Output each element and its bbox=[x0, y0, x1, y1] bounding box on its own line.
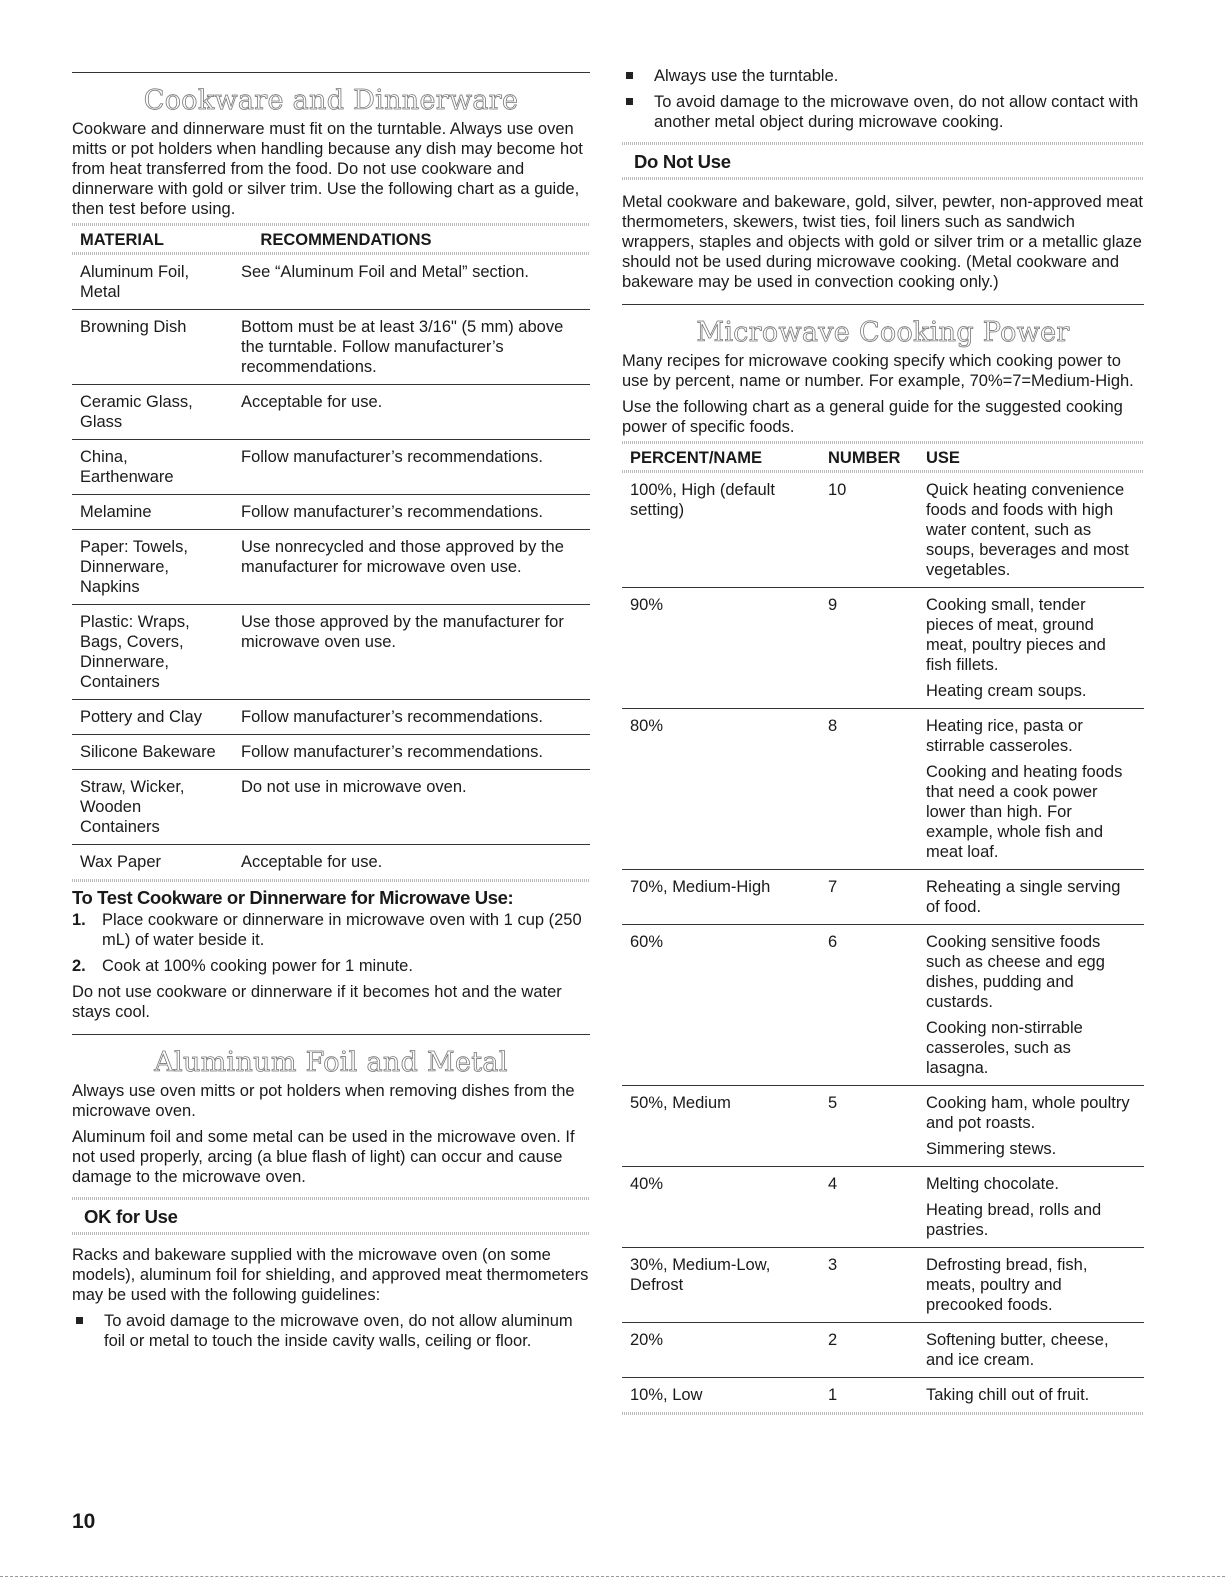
use-line: Simmering stews. bbox=[926, 1140, 1057, 1158]
table-row bbox=[622, 588, 1144, 709]
recommendation-cell: Acceptable for use. bbox=[233, 385, 590, 440]
percent-name-cell: 30%, Medium-Low, Defrost bbox=[622, 1248, 820, 1323]
ok-for-use-title: OK for Use bbox=[84, 1206, 178, 1227]
percent-name-cell: 60% bbox=[622, 925, 820, 1086]
table-row bbox=[622, 1248, 1144, 1323]
use-cell bbox=[918, 1323, 1144, 1378]
subhead-divider bbox=[622, 177, 1144, 180]
table-bottom-divider bbox=[72, 879, 590, 882]
material-cell: Ceramic Glass, Glass bbox=[72, 385, 233, 440]
section-rule bbox=[72, 1034, 590, 1035]
power-title: Microwave Cooking Power bbox=[696, 317, 1070, 348]
cookware-intro: Cookware and dinnerware must fit on the turntable. Always use oven mitts or pot holders when handling because any dish may become hot from heat transferred from the food. Do not use cookware and dinnerware with gold or silver trim. Use the following chart as a guide, then test before using. bbox=[72, 120, 583, 218]
use-cell bbox=[918, 709, 1144, 870]
bullet-text: Always use the turntable. bbox=[654, 67, 839, 85]
step-text: Place cookware or dinnerware in microwave oven with 1 cup (250 mL) of water beside it. bbox=[102, 911, 582, 949]
use-line: Cooking and heating foods that need a cook power lower than high. For example, whole fish and meat loaf. bbox=[926, 763, 1123, 861]
use-line: Heating cream soups. bbox=[926, 682, 1087, 700]
use-cell bbox=[918, 1167, 1144, 1248]
table-row bbox=[72, 735, 590, 770]
use-line: Cooking ham, whole poultry and pot roasts. bbox=[926, 1094, 1130, 1132]
use-line: Reheating a single serving of food. bbox=[926, 878, 1121, 916]
use-cell bbox=[918, 870, 1144, 925]
percent-name-cell: 10%, Low bbox=[630, 1386, 703, 1404]
bullet-square-icon bbox=[76, 1317, 83, 1324]
material-cell: Wax Paper bbox=[80, 853, 162, 871]
recommendation-cell: Follow manufacturer’s recommendations. bbox=[233, 440, 590, 495]
do-not-use-text: Metal cookware and bakeware, gold, silver, pewter, non-approved meat thermometers, skewers, twist ties, foil liners such as sandwich wrappers, staples and objects with gold or silver trim or a metallic glaze should not be used during microwave cooking. (Metal cookware and bakeware may be used in convection cooking only.) bbox=[622, 193, 1143, 291]
table-row bbox=[622, 473, 1144, 588]
test-step bbox=[72, 956, 590, 976]
percent-name-cell: 20% bbox=[622, 1323, 820, 1378]
cookware-table bbox=[72, 226, 590, 252]
do-not-use-title: Do Not Use bbox=[634, 151, 731, 172]
subhead-divider bbox=[72, 1232, 590, 1235]
table-row bbox=[622, 925, 1144, 1086]
section-rule bbox=[72, 72, 590, 73]
bullet-square-icon bbox=[626, 98, 633, 105]
percent-name-cell: 90% bbox=[622, 588, 820, 709]
use-cell bbox=[918, 473, 1144, 588]
page-bottom-line bbox=[0, 1576, 1225, 1577]
material-cell: Silicone Bakeware bbox=[72, 735, 233, 770]
step-number: 2. bbox=[72, 957, 86, 975]
table-row bbox=[72, 310, 590, 385]
use-cell bbox=[918, 1378, 1144, 1413]
test-note: Do not use cookware or dinnerware if it becomes hot and the water stays cool. bbox=[72, 983, 562, 1021]
bullet-item bbox=[622, 92, 1144, 132]
table-row bbox=[622, 1378, 1144, 1413]
recommendation-cell: Follow manufacturer’s recommendations. bbox=[233, 700, 590, 735]
bullet-text: To avoid damage to the microwave oven, do not allow contact with another metal object during microwave cooking. bbox=[654, 93, 1139, 131]
table-row bbox=[622, 1167, 1144, 1248]
recommendation-cell: Acceptable for use. bbox=[241, 853, 383, 871]
use-line: Melting chocolate. bbox=[926, 1175, 1059, 1193]
use-cell bbox=[918, 925, 1144, 1086]
recommendation-cell: Use nonrecycled and those approved by the manufacturer for microwave oven use. bbox=[233, 530, 590, 605]
table-row bbox=[72, 770, 590, 845]
use-header: USE bbox=[926, 449, 960, 467]
section-rule bbox=[622, 304, 1144, 305]
test-step bbox=[72, 910, 590, 950]
material-cell: Paper: Towels, Dinnerware, Napkins bbox=[72, 530, 233, 605]
recommendation-cell: Use those approved by the manufacturer for microwave oven use. bbox=[233, 605, 590, 700]
number-cell: 1 bbox=[828, 1386, 838, 1404]
number-cell: 7 bbox=[820, 870, 918, 925]
recommendations-header: RECOMMENDATIONS bbox=[260, 231, 432, 249]
material-header: MATERIAL bbox=[80, 231, 165, 249]
step-number: 1. bbox=[72, 911, 86, 929]
number-cell: 5 bbox=[820, 1086, 918, 1167]
table-row bbox=[72, 440, 590, 495]
number-cell: 2 bbox=[820, 1323, 918, 1378]
power-p1: Many recipes for microwave cooking specify which cooking power to use by percent, name or number. For example, 70%=7=Medium-High. bbox=[622, 352, 1134, 390]
use-cell bbox=[918, 1248, 1144, 1323]
bullet-item bbox=[622, 66, 1144, 86]
table-row bbox=[72, 495, 590, 530]
percent-name-cell: 70%, Medium-High bbox=[622, 870, 820, 925]
table-row bbox=[72, 700, 590, 735]
percent-name-cell: 80% bbox=[622, 709, 820, 870]
material-cell: Plastic: Wraps, Bags, Covers, Dinnerware, Containers bbox=[72, 605, 233, 700]
cookware-table-body bbox=[72, 255, 590, 879]
number-cell: 4 bbox=[820, 1167, 918, 1248]
percent-name-cell: 100%, High (default setting) bbox=[622, 473, 820, 588]
use-line: Quick heating convenience foods and foods with high water content, such as soups, beverages and most vegetables. bbox=[926, 481, 1129, 579]
material-cell: Straw, Wicker, Wooden Containers bbox=[72, 770, 233, 845]
material-cell: Aluminum Foil, Metal bbox=[72, 255, 233, 310]
material-cell: Pottery and Clay bbox=[72, 700, 233, 735]
table-row bbox=[72, 255, 590, 310]
number-cell: 8 bbox=[820, 709, 918, 870]
ok-for-use-text: Racks and bakeware supplied with the microwave oven (on some models), aluminum foil for shielding, and approved meat thermometers may be used with the following guidelines: bbox=[72, 1246, 589, 1304]
power-table bbox=[622, 473, 1144, 1412]
table-row bbox=[622, 1086, 1144, 1167]
use-line: Softening butter, cheese, and ice cream. bbox=[926, 1331, 1109, 1369]
percent-name-cell: 50%, Medium bbox=[622, 1086, 820, 1167]
use-line: Heating rice, pasta or stirrable casseroles. bbox=[926, 717, 1083, 755]
table-row bbox=[72, 385, 590, 440]
page-number: 10 bbox=[72, 1510, 96, 1533]
percent-name-cell: 40% bbox=[622, 1167, 820, 1248]
recommendation-cell: Do not use in microwave oven. bbox=[233, 770, 590, 845]
number-cell: 10 bbox=[820, 473, 918, 588]
test-steps bbox=[72, 910, 590, 976]
material-cell: Melamine bbox=[72, 495, 233, 530]
table-row bbox=[622, 870, 1144, 925]
material-cell: China, Earthenware bbox=[72, 440, 233, 495]
recommendation-cell: Bottom must be at least 3/16" (5 mm) above the turntable. Follow manufacturer’s recommendations. bbox=[233, 310, 590, 385]
number-header: NUMBER bbox=[828, 449, 901, 467]
recommendation-cell: Follow manufacturer’s recommendations. bbox=[233, 495, 590, 530]
number-cell: 3 bbox=[820, 1248, 918, 1323]
table-bottom-divider bbox=[622, 1412, 1144, 1415]
step-text: Cook at 100% cooking power for 1 minute. bbox=[102, 957, 413, 975]
use-line: Heating bread, rolls and pastries. bbox=[926, 1201, 1102, 1239]
power-p2: Use the following chart as a general guide for the suggested cooking power of specific foods. bbox=[622, 398, 1123, 436]
table-row bbox=[622, 1323, 1144, 1378]
foil-title: Aluminum Foil and Metal bbox=[154, 1047, 508, 1078]
number-cell: 6 bbox=[820, 925, 918, 1086]
bullet-square-icon bbox=[626, 72, 633, 79]
number-cell: 9 bbox=[820, 588, 918, 709]
bullet-text: To avoid damage to the microwave oven, do not allow aluminum foil or metal to touch the inside cavity walls, ceiling or floor. bbox=[104, 1312, 573, 1350]
left-column bbox=[72, 0, 590, 1357]
recommendation-cell: See “Aluminum Foil and Metal” section. bbox=[233, 255, 590, 310]
right-column bbox=[622, 0, 1144, 1415]
table-row bbox=[622, 709, 1144, 870]
foil-p2: Aluminum foil and some metal can be used in the microwave oven. If not used properly, arcing (a blue flash of light) can occur and cause damage to the microwave oven. bbox=[72, 1128, 575, 1186]
percent-name-header: PERCENT/NAME bbox=[630, 449, 763, 467]
bullet-item bbox=[72, 1311, 590, 1351]
table-row bbox=[72, 530, 590, 605]
power-table-header bbox=[622, 444, 1144, 470]
use-line: Cooking non-stirrable casseroles, such as lasagna. bbox=[926, 1019, 1083, 1077]
use-cell bbox=[918, 588, 1144, 709]
use-cell bbox=[918, 1086, 1144, 1167]
recommendation-cell: Follow manufacturer’s recommendations. bbox=[233, 735, 590, 770]
cookware-title: Cookware and Dinnerware bbox=[143, 85, 519, 116]
foil-p1: Always use oven mitts or pot holders when removing dishes from the microwave oven. bbox=[72, 1082, 575, 1120]
use-line: Cooking sensitive foods such as cheese and egg dishes, pudding and custards. bbox=[926, 933, 1105, 1011]
test-title: To Test Cookware or Dinnerware for Microwave Use: bbox=[72, 887, 514, 908]
use-line: Taking chill out of fruit. bbox=[926, 1386, 1090, 1404]
use-line: Cooking small, tender pieces of meat, ground meat, poultry pieces and fish fillets. bbox=[926, 596, 1106, 674]
table-row bbox=[72, 605, 590, 700]
material-cell: Browning Dish bbox=[72, 310, 233, 385]
table-row bbox=[72, 845, 590, 880]
use-line: Defrosting bread, fish, meats, poultry and precooked foods. bbox=[926, 1256, 1088, 1314]
